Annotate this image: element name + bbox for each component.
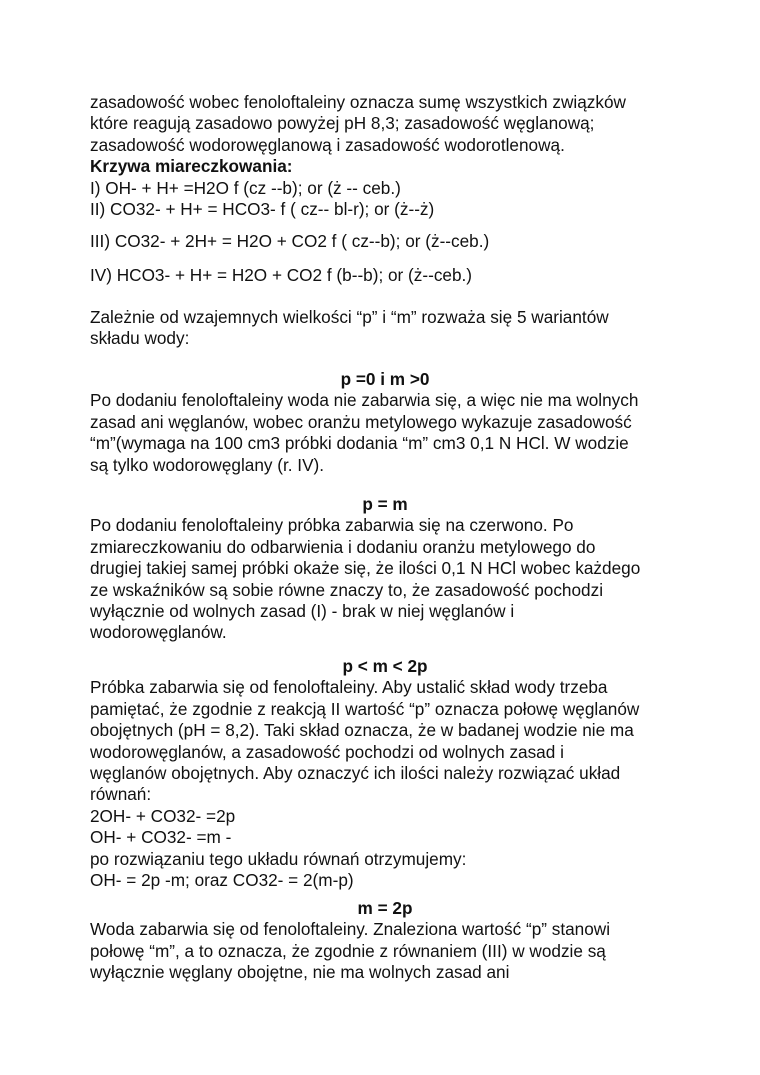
equation-line: OH- = 2p -m; oraz CO32- = 2(m-p)	[90, 870, 354, 891]
case-4-section	[90, 898, 680, 984]
case-1-line: “m”(wymaga na 100 cm3 próbki dodania “m” cm3 0,1 N HCl. W wodzie	[90, 433, 629, 454]
case-3-line: pamiętać, że zgodnie z reakcją II wartość “p” oznacza połowę węglanów	[90, 698, 640, 719]
case-1-line: zasad ani węglanów, wobec oranżu metylowego wykazuje zasadowość	[90, 411, 632, 432]
case-3-line: Próbka zabarwia się od fenoloftaleiny. Aby ustalić skład wody trzeba	[90, 677, 608, 698]
case-1-heading: p =0 i m >0	[340, 369, 430, 389]
titration-heading: Krzywa miareczkowania:	[90, 156, 293, 177]
case-3-line: równań:	[90, 784, 152, 805]
reaction-4-block	[90, 265, 680, 286]
case-2-line: wyłącznie od wolnych zasad (I) - brak w niej węglanów i	[90, 601, 515, 622]
variants-intro-line: składu wody:	[90, 328, 190, 349]
case-1-line: są tylko wodorowęglany (r. IV).	[90, 454, 325, 475]
variants-intro	[90, 307, 680, 350]
case-3-section	[90, 656, 680, 891]
reaction-2: II) CO32- + H+ = HCO3- f ( cz-- bl-r); or (ż--ż)	[90, 199, 435, 220]
reaction-3: III) CO32- + 2H+ = H2O + CO2 f ( cz--b); or (ż--ceb.)	[90, 231, 490, 251]
case-4-line: Woda zabarwia się od fenoloftaleiny. Znaleziona wartość “p” stanowi	[90, 919, 611, 940]
case-1-line: Po dodaniu fenoloftaleiny woda nie zabarwia się, a więc nie ma wolnych	[90, 390, 639, 411]
equation-line: OH- + CO32- =m -	[90, 827, 232, 848]
reaction-1: I) OH- + H+ =H2O f (cz --b); or (ż -- ceb.)	[90, 177, 401, 198]
case-1-section	[90, 369, 680, 476]
case-2-heading: p = m	[362, 494, 408, 514]
case-4-heading: m = 2p	[357, 898, 413, 918]
intro-line: które reagują zasadowo powyżej pH 8,3; zasadowość węglanową;	[90, 113, 595, 134]
equation-line: 2OH- + CO32- =2p	[90, 805, 236, 826]
case-2-line: zmiareczkowaniu do odbarwienia i dodaniu oranżu metylowego do	[90, 536, 596, 557]
case-3-line: obojętnych (pH = 8,2). Taki skład oznacza, że w badanej wodzie nie ma	[90, 720, 634, 741]
case-4-line: połowę “m”, a to oznacza, że zgodnie z równaniem (III) w wodzie są	[90, 940, 606, 961]
case-3-line: po rozwiązaniu tego układu równań otrzymujemy:	[90, 848, 467, 869]
case-2-line: ze wskaźników są sobie równe znaczy to, że zasadowość pochodzi	[90, 579, 604, 600]
reaction-4: IV) HCO3- + H+ = H2O + CO2 f (b--b); or (ż--ceb.)	[90, 265, 473, 285]
case-2-line: Po dodaniu fenoloftaleiny próbka zabarwia się na czerwono. Po	[90, 515, 574, 536]
case-2-line: drugiej takiej samej próbki okaże się, że ilości 0,1 N HCl wobec każdego	[90, 558, 641, 579]
variants-intro-line: Zależnie od wzajemnych wielkości “p” i “m” rozważa się 5 wariantów	[90, 307, 609, 327]
case-2-line: wodorowęglanów.	[90, 622, 227, 643]
case-2-section	[90, 494, 680, 644]
reaction-3-block	[90, 231, 680, 252]
intro-paragraph	[90, 92, 680, 220]
case-4-line: wyłącznie węglany obojętne, nie ma wolnych zasad ani	[90, 962, 510, 983]
case-3-line: wodorowęglanów, a zasadowość pochodzi od wolnych zasad i	[90, 741, 564, 762]
case-3-line: węglanów obojętnych. Aby oznaczyć ich ilości należy rozwiązać układ	[90, 763, 621, 784]
intro-line: zasadowość wodorowęglanową i zasadowość wodorotlenową.	[90, 134, 565, 155]
case-3-heading: p < m < 2p	[342, 656, 428, 676]
intro-line: zasadowość wobec fenoloftaleiny oznacza sumę wszystkich związków	[90, 92, 626, 112]
